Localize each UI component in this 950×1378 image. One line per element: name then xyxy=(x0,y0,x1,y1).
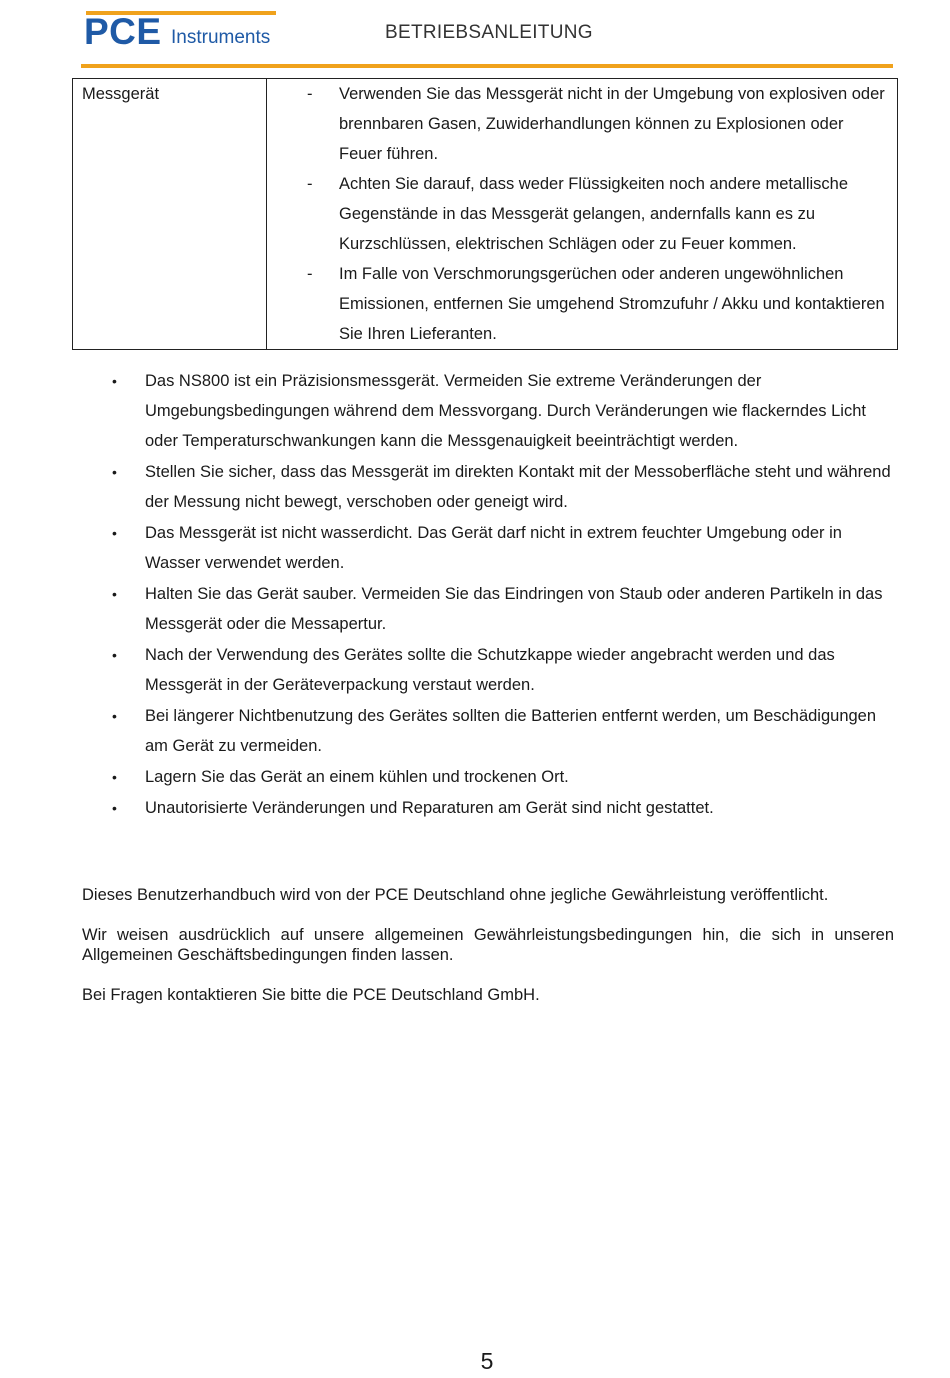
bullet-icon: • xyxy=(112,647,117,663)
table-item-text: Achten Sie darauf, dass weder Flüssigkeiten noch andere metallische Gegenstände in das Messgerät gelangen, andernfalls kann es zu Kurzschlüssen, elektrischen Schlägen oder zu Feuer kommen. xyxy=(339,175,849,253)
list-item xyxy=(110,701,900,761)
table-item xyxy=(267,169,897,259)
bullet-text: Halten Sie das Gerät sauber. Vermeiden Sie das Eindringen von Staub oder anderen Partikeln in das Messgerät oder die Messapertur. xyxy=(145,585,883,633)
bullet-icon: • xyxy=(112,586,117,602)
table-label: Messgerät xyxy=(82,85,160,103)
safety-table xyxy=(72,78,898,350)
disclaimer-paragraph: Dieses Benutzerhandbuch wird von der PCE Deutschland ohne jegliche Gewährleistung veröffentlicht. xyxy=(82,885,829,904)
bullet-text: Bei längerer Nichtbenutzung des Gerätes sollten die Batterien entfernt werden, um Beschädigungen am Gerät zu vermeiden. xyxy=(145,707,877,755)
bullet-icon: • xyxy=(112,464,117,480)
table-label-cell xyxy=(73,79,267,349)
dash-mark: - xyxy=(307,175,313,193)
bullet-icon: • xyxy=(112,373,117,389)
bullet-text: Das NS800 ist ein Präzisionsmessgerät. Vermeiden Sie extreme Veränderungen der Umgebungsbedingungen während dem Messvorgang. Durch Veränderungen wie flackerndes Licht oder Temperaturschwankungen kann die Messgenauigkeit beeinträchtigt werden. xyxy=(145,372,866,450)
page-header xyxy=(0,0,950,72)
table-items-cell xyxy=(267,79,897,349)
bullet-icon: • xyxy=(112,525,117,541)
table-item-text: Verwenden Sie das Messgerät nicht in der Umgebung von explosiven oder brennbaren Gasen, Zuwiderhandlungen können zu Explosionen oder Feuer führen. xyxy=(339,85,885,163)
table-item xyxy=(267,259,897,349)
logo-pce: PCE xyxy=(84,11,162,52)
contact-paragraph: Bei Fragen kontaktieren Sie bitte die PCE Deutschland GmbH. xyxy=(82,985,540,1004)
table-item-text: Im Falle von Verschmorungsgerüchen oder anderen ungewöhnlichen Emissionen, entfernen Sie umgehend Stromzufuhr / Akku und kontaktieren Sie Ihren Lieferanten. xyxy=(339,265,885,343)
bullet-icon: • xyxy=(112,769,117,785)
bullet-text: Lagern Sie das Gerät an einem kühlen und trockenen Ort. xyxy=(145,768,569,786)
list-item xyxy=(110,518,900,578)
bullet-text: Stellen Sie sicher, dass das Messgerät im direkten Kontakt mit der Messoberfläche steht und während der Messung nicht bewegt, verschoben oder geneigt wird. xyxy=(145,463,891,511)
page-number: 5 xyxy=(480,1348,494,1374)
safety-bullet-list xyxy=(110,366,900,824)
list-item xyxy=(110,762,900,792)
list-item xyxy=(110,457,900,517)
header-rule xyxy=(81,64,893,68)
list-item xyxy=(110,793,900,823)
list-item xyxy=(110,579,900,639)
bullet-icon: • xyxy=(112,800,117,816)
bullet-text: Das Messgerät ist nicht wasserdicht. Das Gerät darf nicht in extrem feuchter Umgebung oder in Wasser verwendet werden. xyxy=(145,524,842,572)
dash-mark: - xyxy=(307,265,313,283)
list-item xyxy=(110,640,900,700)
bullet-text: Unautorisierte Veränderungen und Reparaturen am Gerät sind nicht gestattet. xyxy=(145,799,714,817)
list-item xyxy=(110,366,900,456)
table-item xyxy=(267,79,897,169)
bullet-icon: • xyxy=(112,708,117,724)
document-title: BETRIEBSANLEITUNG xyxy=(385,22,593,43)
bullet-text: Nach der Verwendung des Gerätes sollte die Schutzkappe wieder angebracht werden und das Messgerät in der Geräteverpackung verstaut werden. xyxy=(145,646,835,694)
logo-instruments: Instruments xyxy=(171,27,271,48)
warranty-paragraph: Wir weisen ausdrücklich auf unsere allgemeinen Gewährleistungsbedingungen hin, die sich in unseren Allgemeinen Geschäftsbedingungen finden lassen. xyxy=(82,925,894,964)
dash-mark: - xyxy=(307,85,313,103)
